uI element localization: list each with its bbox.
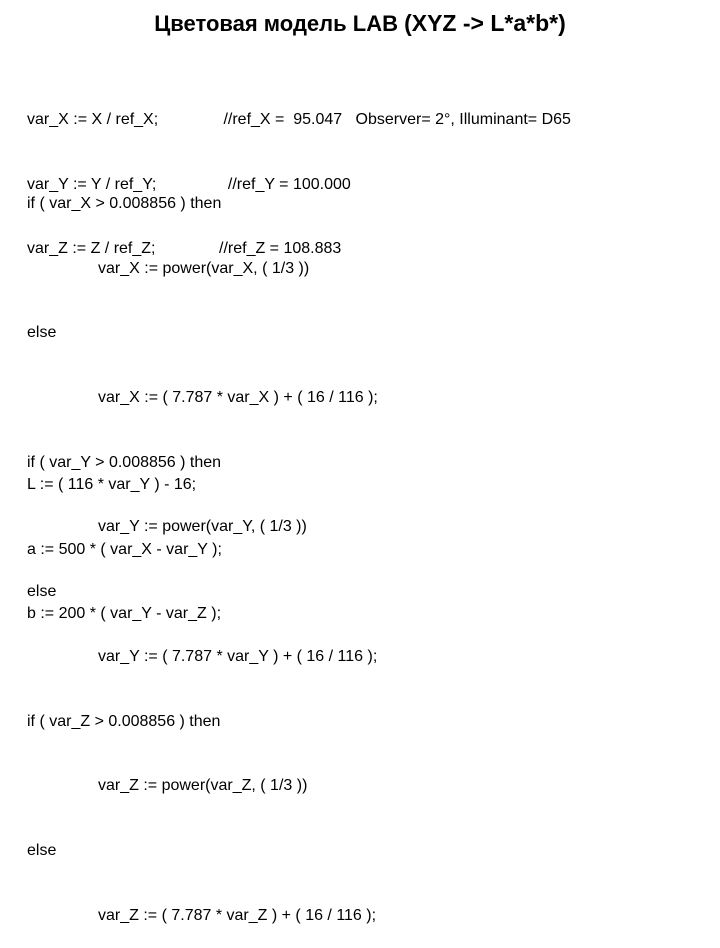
- code-line-power-y: var_Y := power(var_Y, ( 1/3 )): [98, 518, 307, 536]
- code-line-if-z: if ( var_Z > 0.008856 ) then: [27, 712, 221, 730]
- formula-line-b: b := 200 * ( var_Y - var_Z );: [27, 605, 222, 622]
- code-line-linear-y: var_Y := ( 7.787 * var_Y ) + ( 16 / 116 );: [98, 647, 378, 665]
- lab-formula-block: [27, 431, 222, 646]
- code-line-else-y: else: [27, 583, 57, 601]
- comment-line-z: //ref_Z = 108.883: [219, 240, 342, 257]
- comment-line-y: //ref_Y = 100.000: [219, 175, 351, 193]
- slide-title-main: Цветовая модель LAB: [154, 11, 405, 36]
- formula-line-l: L := ( 116 * var_Y ) - 16;: [27, 476, 197, 493]
- slide-title-suffix: (XYZ -> L*a*b*): [404, 10, 566, 36]
- code-line-power-z: var_Z := power(var_Z, ( 1/3 )): [98, 777, 308, 795]
- code-line-if-y: if ( var_Y > 0.008856 ) then: [27, 453, 222, 471]
- definition-line-x: var_X := X / ref_X;: [27, 111, 159, 128]
- code-line-linear-z: var_Z := ( 7.787 * var_Z ) + ( 16 / 116 );: [98, 906, 377, 924]
- definition-line-y: var_Y := Y / ref_Y;: [27, 175, 157, 193]
- code-line-else-x: else: [27, 324, 57, 342]
- definition-line-z: var_Z := Z / ref_Z;: [27, 240, 156, 257]
- code-line-linear-x: var_X := ( 7.787 * var_X ) + ( 16 / 116 );: [98, 389, 378, 407]
- slide-title: [0, 12, 720, 35]
- code-line-power-x: var_X := power(var_X, ( 1/3 )): [98, 259, 310, 277]
- code-line-if-x: if ( var_X > 0.008856 ) then: [27, 195, 222, 212]
- formula-line-a: a := 500 * ( var_X - var_Y );: [27, 540, 222, 558]
- code-line-else-z: else: [27, 841, 57, 859]
- comment-line-x: //ref_X = 95.047 Observer= 2°, Illuminant= D65: [219, 111, 571, 128]
